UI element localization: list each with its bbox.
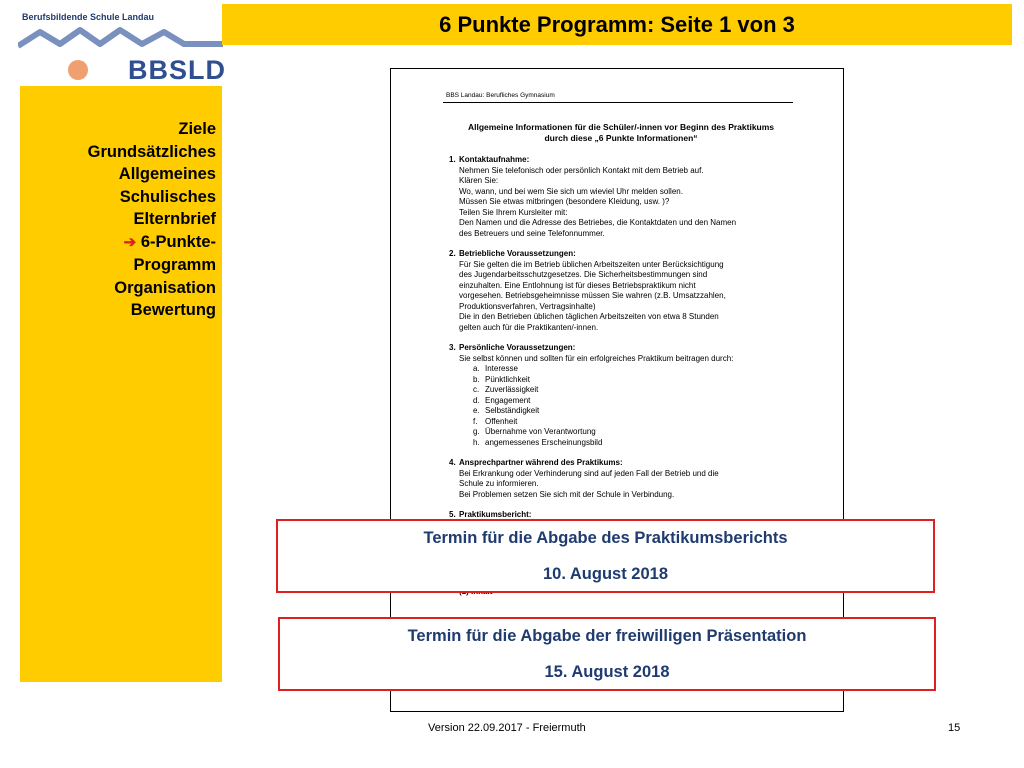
sub-item-letter: c. [473,385,480,394]
document-header-rule [443,102,793,103]
section-line: vorgesehen. Betriebsgeheimnisse müssen Sie wahren (z.B. Umsatzzahlen, [459,291,726,300]
nav-item-allgemeines[interactable]: Allgemeines [118,165,216,183]
notice-presentation-deadline [278,617,936,691]
nav-item-programm[interactable]: Programm [133,256,216,274]
sub-item-letter: f. [473,416,478,426]
section-line: Wo, wann, und bei wem Sie sich um wieviel Uhr melden sollen. [459,186,683,196]
section-line: Klären Sie: [459,176,499,185]
slide-title-bar [222,4,1012,45]
nav-item-bewertung[interactable]: Bewertung [130,301,216,319]
sub-item-text: Selbständigkeit [485,406,540,415]
school-name: Berufsbildende Schule Landau [22,12,155,22]
sub-item-letter: h. [473,437,480,447]
section-line: Produktionsverfahren, Vertragsinhalte) [459,301,596,311]
section-line: Sie selbst können und sollten für ein erfolgreiches Praktikum beitragen durch: [459,353,734,363]
notice-report-deadline [276,519,935,593]
notice-line: Termin für die Abgabe des Praktikumsberichts [423,529,788,547]
arrow-right-icon: ➔ [123,233,137,251]
notice-line: Termin für die Abgabe der freiwilligen Präsentation [407,627,807,645]
document-page [390,68,844,712]
notice-date: 10. August 2018 [542,565,669,583]
sub-item-letter: d. [473,395,480,405]
sub-item-text: Engagement [485,395,531,405]
section-line: einzuhalten. Eine Entlohnung ist für dieses Betriebspraktikum nicht [459,280,696,290]
sub-item-text: angemessenes Erscheinungsbild [485,437,603,447]
sidebar-nav [26,118,216,322]
sub-item [473,385,809,396]
page-number: 15 [948,722,961,734]
section-line: Für Sie gelten die im Betrieb üblichen Arbeitszeiten unter Berücksichtigung [459,259,724,269]
sub-item [473,406,809,417]
sub-item-letter: a. [473,364,480,373]
slide-title: 6 Punkte Programm: Seite 1 von 3 [439,11,795,37]
section-heading: Praktikumsbericht: [459,510,532,519]
document-header: BBS Landau: Berufliches Gymnasium [446,92,555,99]
sub-item-text: Offenheit [485,416,518,426]
sub-item [473,417,809,428]
sub-item-text: Übernahme von Verantwortung [485,427,596,436]
sub-item-text: Zuverlässigkeit [485,385,539,394]
section-heading: Ansprechpartner während des Praktikums: [459,458,623,467]
section-heading: Betriebliche Voraussetzungen: [459,249,576,258]
section-line: Die in den Betrieben üblichen täglichen Arbeitszeiten von etwa 8 Stunden [459,312,719,321]
section-number: 5. [449,510,456,519]
sub-item-letter: g. [473,427,480,436]
document-title [431,122,811,144]
sub-item-text: Interesse [485,364,518,373]
section-heading: Kontaktaufnahme: [459,155,530,164]
section-line: Teilen Sie Ihrem Kursleiter mit: [459,207,568,217]
sub-item-text: Pünktlichkeit [485,374,530,384]
section-line: Bei Erkrankung oder Verhinderung sind auf jeden Fall der Betrieb und die [459,468,719,478]
sub-item [473,364,809,375]
section-line: Den Namen und die Adresse des Betriebes, die Kontaktdaten und den Namen [459,218,737,227]
nav-item-elternbrief[interactable]: Elternbrief [133,210,216,228]
logo-wordmark: BBSLD [128,55,226,85]
section-line: Bei Problemen setzen Sie sich mit der Schule in Verbindung. [459,489,675,499]
nav-item-schulisches[interactable]: Schulisches [119,187,216,206]
section-line: des Betreuers und seine Telefonnummer. [459,228,605,238]
section-number: 4. [449,458,456,467]
section-heading: Persönliche Voraussetzungen: [459,343,576,352]
nav-item-label: 6-Punkte- [140,232,216,251]
notice-date: 15. August 2018 [544,663,670,681]
document-section [449,249,809,333]
nav-item-grundsaetzliches[interactable]: Grundsätzliches [87,142,216,161]
sub-item [473,396,809,407]
document-title-line: durch diese „6 Punkte Informationen“ [544,133,698,143]
nav-item-6-punkte-programm[interactable] [26,231,216,255]
nav-item-ziele[interactable]: Ziele [178,120,216,138]
sub-list [459,364,809,448]
document-section [449,343,809,448]
section-line: Müssen Sie etwas mitbringen (besondere Kleidung, usw. )? [459,197,670,206]
footer-version: Version 22.09.2017 - Freiermuth [428,722,586,734]
section-line: des Jugendarbeitsschutzgesetzes. Die Sicherheitsbestimmungen sind [459,270,708,279]
sub-item-letter: e. [473,406,480,415]
section-line: gelten auch für die Praktikanten/-innen. [459,322,599,332]
sub-item [473,375,809,386]
sidebar [20,86,222,682]
section-number: 3. [449,343,456,352]
document-title-line: Allgemeine Informationen für die Schüler/-innen vor Beginn des Praktikums [467,122,775,132]
section-line: Nehmen Sie telefonisch oder persönlich Kontakt mit dem Betrieb auf. [459,165,704,175]
nav-item-organisation[interactable]: Organisation [114,278,216,297]
document-section [449,155,809,239]
sub-item [473,427,809,438]
sub-item-letter: b. [473,374,480,384]
section-number: 2. [449,249,456,258]
section-line: Schule zu informieren. [459,479,539,488]
logo-dot-icon [68,60,88,80]
document-section [449,458,809,500]
sub-item [473,438,809,449]
section-number: 1. [449,155,456,164]
